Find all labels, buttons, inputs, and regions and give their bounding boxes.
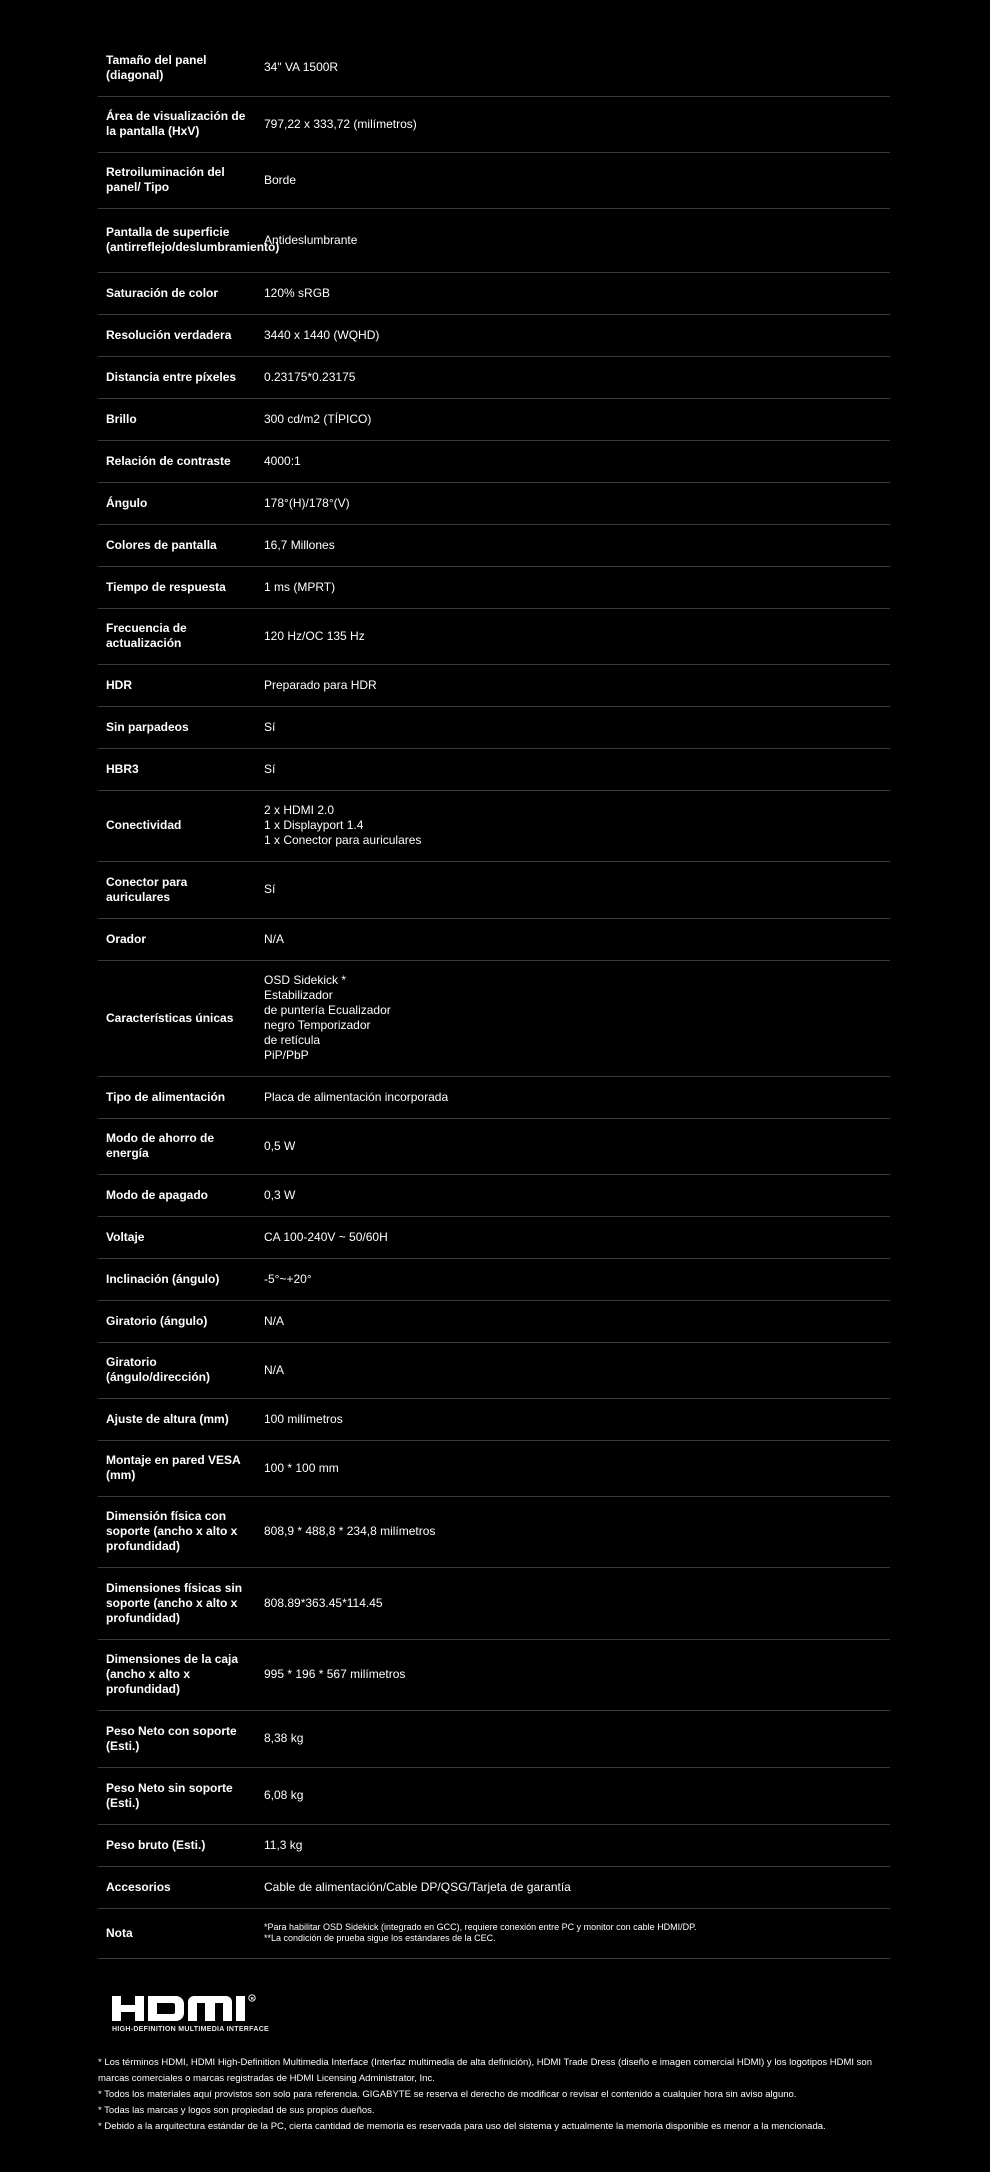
spec-value-line: 34" VA 1500R <box>264 60 339 75</box>
spec-table <box>98 40 890 1959</box>
spec-value <box>256 1908 890 1958</box>
spec-value <box>256 1567 890 1639</box>
spec-value <box>256 96 890 152</box>
spec-row <box>98 1908 890 1958</box>
spec-value-line: 6,08 kg <box>264 1788 304 1802</box>
spec-value-line: N/A <box>264 1313 285 1328</box>
spec-value-line: de puntería Ecualizador <box>264 1003 391 1017</box>
spec-label: Dimensión física con soporte (ancho x alto x profundidad) <box>106 1509 238 1553</box>
spec-value-line: 120 Hz/OC 135 Hz <box>264 628 365 643</box>
spec-row <box>98 272 890 314</box>
spec-value-line: -5°~+20° <box>264 1271 312 1286</box>
spec-value-line: Estabilizador <box>264 988 333 1002</box>
spec-label: HBR3 <box>106 761 139 776</box>
spec-label: Tiempo de respuesta <box>106 579 226 594</box>
spec-row <box>98 1398 890 1440</box>
spec-row <box>98 440 890 482</box>
spec-value <box>256 152 890 208</box>
spec-label: Tamaño del panel (diagonal) <box>106 52 207 82</box>
footnote: * Debido a la arquitectura estándar de la PC, cierta cantidad de memoria es reservada para uso del sistema y actualmente la memoria disponible es menor a la mencionada. <box>98 2121 826 2132</box>
spec-row <box>98 1440 890 1496</box>
spec-row <box>98 356 890 398</box>
spec-label: Nota <box>106 1925 133 1940</box>
spec-value <box>256 40 890 96</box>
spec-row <box>98 482 890 524</box>
spec-label: HDR <box>106 677 132 692</box>
spec-value <box>256 706 890 748</box>
spec-value-line: 2 x HDMI 2.0 <box>264 803 335 817</box>
spec-label: Dimensiones físicas sin soporte (ancho x alto x profundidad) <box>106 1580 243 1625</box>
spec-value <box>256 790 890 861</box>
spec-label: Orador <box>106 931 147 946</box>
spec-label: Resolución verdadera <box>106 327 232 342</box>
spec-row <box>98 208 890 272</box>
spec-value <box>256 1866 890 1908</box>
spec-value <box>256 918 890 960</box>
spec-label: Voltaje <box>106 1229 145 1244</box>
spec-label: Frecuencia de actualización <box>106 621 187 650</box>
spec-row <box>98 1639 890 1710</box>
spec-label: Saturación de color <box>106 285 219 300</box>
spec-row <box>98 1174 890 1216</box>
spec-value <box>256 960 890 1076</box>
spec-value <box>256 1118 890 1174</box>
spec-row <box>98 1216 890 1258</box>
spec-row <box>98 608 890 664</box>
spec-label: Brillo <box>106 411 137 426</box>
spec-label: Distancia entre píxeles <box>106 369 237 384</box>
spec-value-line: 300 cd/m2 (TÍPICO) <box>264 411 372 426</box>
spec-row <box>98 918 890 960</box>
spec-row <box>98 706 890 748</box>
spec-label: Peso Neto con soporte (Esti.) <box>106 1723 237 1753</box>
spec-label: Área de visualización de la pantalla (HxV) <box>106 109 246 138</box>
spec-table-body <box>98 40 890 1958</box>
spec-value <box>256 566 890 608</box>
spec-value <box>256 208 890 272</box>
spec-label: Giratorio (ángulo) <box>106 1313 208 1328</box>
spec-label: Características únicas <box>106 1010 234 1025</box>
spec-label: Colores de pantalla <box>106 537 217 552</box>
spec-value <box>256 1398 890 1440</box>
spec-label: Tipo de alimentación <box>106 1089 226 1104</box>
spec-row <box>98 314 890 356</box>
spec-value-line: Borde <box>264 172 297 187</box>
spec-value-line: Cable de alimentación/Cable DP/QSG/Tarjeta de garantía <box>264 1879 571 1894</box>
spec-label: Sin parpadeos <box>106 719 189 734</box>
spec-value <box>256 1496 890 1567</box>
spec-row <box>98 1767 890 1824</box>
spec-value-line: N/A <box>264 931 285 946</box>
spec-value-line: 1 x Displayport 1.4 <box>264 818 364 832</box>
spec-label: Accesorios <box>106 1879 171 1894</box>
spec-value-line: 808,9 * 488,8 * 234,8 milímetros <box>264 1524 436 1538</box>
spec-label: Montaje en pared VESA (mm) <box>106 1453 241 1482</box>
spec-label: Inclinación (ángulo) <box>106 1271 220 1286</box>
spec-value <box>256 524 890 566</box>
spec-row <box>98 861 890 918</box>
spec-value <box>256 1824 890 1866</box>
spec-row <box>98 96 890 152</box>
spec-value-line: N/A <box>264 1362 285 1377</box>
spec-value-line: CA 100-240V ~ 50/60H <box>264 1229 388 1244</box>
svg-text:R: R <box>250 1995 254 2001</box>
spec-value <box>256 748 890 790</box>
spec-label: Modo de ahorro de energía <box>106 1131 214 1160</box>
spec-value-line: Sí <box>264 882 276 896</box>
spec-value-line: 100 milímetros <box>264 1411 343 1426</box>
spec-row <box>98 1567 890 1639</box>
spec-value-line: 100 * 100 mm <box>264 1460 339 1475</box>
spec-row <box>98 960 890 1076</box>
spec-value <box>256 1076 890 1118</box>
spec-value <box>256 440 890 482</box>
spec-label: Modo de apagado <box>106 1187 208 1202</box>
spec-value-line: 0,5 W <box>264 1138 296 1153</box>
spec-label: Ángulo <box>106 495 148 510</box>
spec-value-line: **La condición de prueba sigue los estándares de la CEC. <box>264 1933 496 1943</box>
spec-label: Peso bruto (Esti.) <box>106 1837 206 1852</box>
spec-value <box>256 1440 890 1496</box>
spec-row <box>98 1118 890 1174</box>
spec-value <box>256 1216 890 1258</box>
footnote: * Todas las marcas y logos son propiedad de sus propios dueños. <box>98 2105 375 2116</box>
spec-label: Retroiluminación del panel/ Tipo <box>106 165 225 194</box>
spec-value-line: 3440 x 1440 (WQHD) <box>264 327 380 342</box>
spec-value-line: OSD Sidekick * <box>264 973 347 987</box>
spec-value <box>256 272 890 314</box>
spec-label: Pantalla de superficie (antirreflejo/deslumbramiento) <box>106 225 280 254</box>
spec-value-line: 808.89*363.45*114.45 <box>264 1595 383 1610</box>
spec-value-line: 995 * 196 * 567 milímetros <box>264 1667 406 1681</box>
spec-value-line: 4000:1 <box>264 453 301 468</box>
spec-label: Ajuste de altura (mm) <box>106 1411 229 1426</box>
spec-row <box>98 790 890 861</box>
hdmi-wordmark-icon <box>110 1990 290 2026</box>
spec-value <box>256 1767 890 1824</box>
spec-value <box>256 1342 890 1398</box>
spec-row <box>98 1342 890 1398</box>
spec-label: Dimensiones de la caja (ancho x alto x profundidad) <box>106 1652 239 1696</box>
spec-value-line: 0,3 W <box>264 1187 296 1202</box>
footnotes <box>98 2055 890 2135</box>
hdmi-tagline: HIGH-DEFINITION MULTIMEDIA INTERFACE <box>112 2026 270 2033</box>
spec-value <box>256 356 890 398</box>
spec-value-line: 1 x Conector para auriculares <box>264 833 422 847</box>
spec-row <box>98 524 890 566</box>
spec-row <box>98 40 890 96</box>
spec-value-line: Sí <box>264 761 276 776</box>
spec-value-line: *Para habilitar OSD Sidekick (integrado en GCC), requiere conexión entre PC y monitor con cable HDMI/DP. <box>264 1922 697 1932</box>
spec-value-line: 8,38 kg <box>264 1731 304 1745</box>
spec-value <box>256 398 890 440</box>
spec-row <box>98 152 890 208</box>
spec-value-line: 0.23175*0.23175 <box>264 369 356 384</box>
spec-value <box>256 1710 890 1767</box>
spec-label: Relación de contraste <box>106 453 231 468</box>
spec-row <box>98 1866 890 1908</box>
spec-row <box>98 748 890 790</box>
spec-row <box>98 1710 890 1767</box>
spec-value <box>256 482 890 524</box>
spec-label: Conectividad <box>106 818 182 832</box>
spec-value <box>256 1258 890 1300</box>
spec-value-line: 1 ms (MPRT) <box>264 579 336 594</box>
spec-value-line: Antideslumbrante <box>264 232 358 247</box>
spec-value-line: Preparado para HDR <box>264 677 377 692</box>
footnote: * Los términos HDMI, HDMI High-Definition Multimedia Interface (Interfaz multimedia de alta definición), HDMI Trade Dress (diseño e imagen comercial HDMI) y los logotipos HDMI son marcas comerciales o marcas registradas de HDMI Licensing Administrator, Inc. <box>98 2057 872 2084</box>
spec-value <box>256 314 890 356</box>
spec-value <box>256 1300 890 1342</box>
hdmi-logo <box>110 1990 290 2038</box>
spec-row <box>98 664 890 706</box>
spec-row <box>98 566 890 608</box>
spec-value-line: 120% sRGB <box>264 285 331 300</box>
spec-row <box>98 1300 890 1342</box>
spec-value-line: 797,22 x 333,72 (milímetros) <box>264 116 417 131</box>
spec-label: Peso Neto sin soporte (Esti.) <box>106 1780 233 1810</box>
spec-value-line: 178°(H)/178°(V) <box>264 495 350 510</box>
spec-value-line: negro Temporizador <box>264 1018 371 1032</box>
footnote: * Todos los materiales aquí provistos son solo para referencia. GIGABYTE se reserva el derecho de modificar o revisar el contenido a cualquier hora sin aviso alguno. <box>98 2089 797 2100</box>
spec-row <box>98 1076 890 1118</box>
spec-value <box>256 861 890 918</box>
spec-value <box>256 608 890 664</box>
spec-value-line: Sí <box>264 719 276 734</box>
spec-value <box>256 664 890 706</box>
spec-row <box>98 1824 890 1866</box>
spec-value-line: 16,7 Millones <box>264 537 335 552</box>
spec-value-line: de retícula <box>264 1033 321 1047</box>
spec-table-container <box>98 40 890 1959</box>
spec-row <box>98 1258 890 1300</box>
spec-value-line: 11,3 kg <box>264 1837 303 1852</box>
spec-value <box>256 1174 890 1216</box>
spec-label: Conector para auriculares <box>106 874 188 904</box>
spec-label: Giratorio (ángulo/dirección) <box>106 1355 211 1384</box>
spec-value-line: Placa de alimentación incorporada <box>264 1089 449 1104</box>
spec-row <box>98 398 890 440</box>
spec-value-line: PiP/PbP <box>264 1048 309 1062</box>
spec-value <box>256 1639 890 1710</box>
spec-row <box>98 1496 890 1567</box>
